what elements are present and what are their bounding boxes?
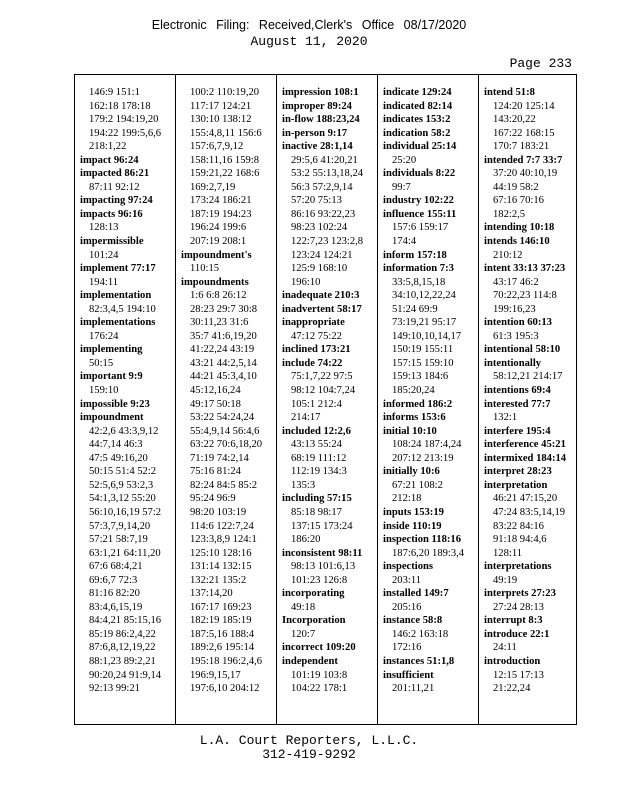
- index-term: inadequate 210:3: [282, 290, 360, 302]
- index-citation: 169:2,7,19: [190, 181, 236, 193]
- index-citation: 98:20 103:19: [190, 506, 247, 518]
- index-citation: 187:5,16 188:4: [190, 628, 255, 640]
- index-citation: 91:18 94:4,6: [493, 534, 547, 546]
- index-citation: 195:18 196:2,4,6: [190, 655, 263, 667]
- index-term: intentional 58:10: [484, 344, 561, 356]
- index-term: impacts 96:16: [80, 208, 143, 220]
- index-citation: 186:20: [291, 534, 321, 546]
- index-term: interference 45:21: [484, 439, 566, 451]
- index-citation: 87:11 92:12: [89, 181, 140, 193]
- index-term: inside 110:19: [383, 520, 442, 532]
- index-citation: 57:3,7,9,14,20: [89, 520, 151, 532]
- index-table: [74, 74, 577, 725]
- index-term: implementing: [80, 344, 143, 356]
- index-term: impoundment: [80, 412, 144, 424]
- index-citation: 24:11: [493, 642, 517, 654]
- index-term: included 12:2,6: [282, 425, 351, 437]
- index-citation: 187:19 194:23: [190, 208, 252, 220]
- index-citation: 50:15 51:4 52:2: [89, 466, 157, 478]
- index-citation: 50:15: [89, 357, 114, 369]
- index-citation: 1:6 6:8 26:12: [190, 290, 247, 302]
- index-term: inspection 118:16: [383, 534, 461, 546]
- index-citation: 212:18: [392, 493, 422, 505]
- index-citation: 27:24 28:13: [493, 601, 544, 613]
- index-citation: 45:12,16,24: [190, 385, 241, 397]
- index-term: intermixed 184:14: [484, 452, 567, 464]
- index-citation: 132:21 135:2: [190, 574, 247, 586]
- index-citation: 84:4,21 85:15,16: [89, 615, 162, 627]
- index-citation: 67:16 70:16: [493, 195, 544, 207]
- index-citation: 117:17 124:21: [190, 100, 252, 112]
- index-citation: 82:3,4,5 194:10: [89, 303, 156, 315]
- index-citation: 158:11,16 159:8: [190, 154, 260, 166]
- index-term: installed 149:7: [383, 588, 449, 600]
- index-term: interprets 27:23: [484, 588, 556, 600]
- index-term: impoundments: [181, 276, 249, 288]
- index-citation: 88:1,23 89:2,21: [89, 655, 156, 667]
- index-term: initial 10:10: [383, 425, 437, 437]
- index-citation: 53:22 54:24,24: [190, 412, 255, 424]
- index-term: indicate 129:24: [383, 87, 452, 98]
- index-term: intend 51:8: [484, 87, 535, 98]
- index-citation: 167:22 168:15: [493, 127, 555, 139]
- index-citation: 131:14 132:15: [190, 561, 252, 573]
- index-term: Incorporation: [282, 615, 346, 627]
- index-citation: 44:19 58:2: [493, 181, 539, 193]
- index-column-2: [181, 86, 275, 696]
- index-term: interested 77:7: [484, 398, 551, 410]
- index-citation: 207:12 213:19: [392, 452, 454, 464]
- index-citation: 43:13 55:24: [291, 439, 342, 451]
- index-citation: 182:19 185:19: [190, 615, 252, 627]
- index-term: including 57:15: [282, 493, 352, 505]
- index-citation: 67:6 68:4,21: [89, 561, 143, 573]
- index-citation: 73:19,21 95:17: [392, 317, 457, 329]
- index-term: intention 60:13: [484, 317, 552, 329]
- index-term: impoundment's: [181, 249, 252, 261]
- index-citation: 135:3: [291, 479, 316, 491]
- index-citation: 46:21 47:15,20: [493, 493, 558, 505]
- index-term: indicated 82:14: [383, 100, 453, 112]
- index-term: intends 146:10: [484, 236, 550, 248]
- index-term: impact 96:24: [80, 154, 139, 166]
- index-term: inadvertent 58:17: [282, 303, 362, 315]
- index-citation: 203:11: [392, 574, 422, 586]
- index-citation: 137:15 173:24: [291, 520, 353, 532]
- index-citation: 83:22 84:16: [493, 520, 544, 532]
- index-term: incorporating: [282, 588, 345, 600]
- index-citation: 47:5 49:16,20: [89, 452, 148, 464]
- index-citation: 196:10: [291, 276, 321, 288]
- index-term: interfere 195:4: [484, 425, 551, 437]
- index-citation: 201:11,21: [392, 683, 435, 695]
- index-term: interpret 28:23: [484, 466, 552, 478]
- index-term: insufficient: [383, 669, 434, 681]
- index-citation: 33:5,8,15,18: [392, 276, 446, 288]
- index-citation: 130:10 138:12: [190, 114, 252, 126]
- index-citation: 90:20,24 91:9,14: [89, 669, 162, 681]
- index-citation: 87:6,8,12,19,22: [89, 642, 156, 654]
- index-term: inspections: [383, 561, 434, 573]
- index-citation: 44:21 45:3,4,10: [190, 371, 257, 383]
- index-term: incorrect 109:20: [282, 642, 356, 654]
- index-citation: 21:22,24: [493, 683, 531, 695]
- index-citation: 49:19: [493, 574, 518, 586]
- index-citation: 28:23 29:7 30:8: [190, 303, 258, 315]
- index-citation: 197:6,10 204:12: [190, 683, 260, 695]
- index-term: indication 58:2: [383, 127, 451, 139]
- index-citation: 49:17 50:18: [190, 398, 241, 410]
- index-term: individual 25:14: [383, 141, 457, 153]
- index-citation: 199:16,23: [493, 303, 536, 315]
- index-term: initially 10:6: [383, 466, 440, 478]
- index-citation: 95:24 96:9: [190, 493, 236, 505]
- index-term: impression 108:1: [282, 87, 359, 98]
- index-citation: 63:22 70:6,18,20: [190, 439, 263, 451]
- index-citation: 86:16 93:22,23: [291, 208, 356, 220]
- index-term: intent 33:13 37:23: [484, 263, 566, 275]
- index-citation: 49:18: [291, 601, 316, 613]
- index-citation: 51:24 69:9: [392, 303, 438, 315]
- index-term: impossible 9:23: [80, 398, 150, 410]
- reporter-phone: 312-419-9292: [262, 747, 356, 762]
- index-term: improper 89:24: [282, 100, 352, 112]
- index-citation: 57:20 75:13: [291, 195, 342, 207]
- index-term: introduction: [484, 655, 541, 667]
- index-citation: 85:18 98:17: [291, 506, 342, 518]
- index-citation: 122:7,23 123:2,8: [291, 236, 364, 248]
- index-citation: 55:4,9,14 56:4,6: [190, 425, 260, 437]
- index-citation: 57:21 58:7,19: [89, 534, 148, 546]
- index-citation: 47:12 75:22: [291, 330, 342, 342]
- index-term: impacted 86:21: [80, 168, 150, 180]
- index-citation: 182:2,5: [493, 208, 526, 220]
- index-citation: 100:2 110:19,20: [190, 87, 260, 98]
- index-citation: 132:1: [493, 412, 518, 424]
- index-term: influence 155:11: [383, 208, 457, 220]
- index-citation: 108:24 187:4,24: [392, 439, 462, 451]
- index-citation: 70:22,23 114:8: [493, 290, 557, 302]
- index-term: instances 51:1,8: [383, 655, 455, 667]
- index-citation: 30:11,23 31:6: [190, 317, 249, 329]
- index-citation: 174:4: [392, 236, 417, 248]
- index-citation: 120:7: [291, 628, 316, 640]
- index-term: interpretation: [484, 479, 548, 491]
- index-citation: 157:6 159:17: [392, 222, 449, 234]
- index-term: inform 157:18: [383, 249, 447, 261]
- column-divider: [478, 75, 479, 724]
- index-citation: 71:19 74:2,14: [190, 452, 249, 464]
- transcript-date: August 11, 2020: [250, 34, 368, 49]
- index-citation: 58:12,21 214:17: [493, 371, 563, 383]
- index-citation: 61:3 195:3: [493, 330, 539, 342]
- index-citation: 124:20 125:14: [493, 100, 555, 112]
- index-citation: 123:3,8,9 124:1: [190, 534, 257, 546]
- index-citation: 167:17 169:23: [190, 601, 252, 613]
- index-citation: 194:11: [89, 276, 119, 288]
- index-citation: 82:24 84:5 85:2: [190, 479, 258, 491]
- index-citation: 69:6,7 72:3: [89, 574, 138, 586]
- index-citation: 159:21,22 168:6: [190, 168, 260, 180]
- index-term: inputs 153:19: [383, 506, 444, 518]
- index-term: impacting 97:24: [80, 195, 153, 207]
- index-citation: 170:7 183:21: [493, 141, 550, 153]
- index-term: individuals 8:22: [383, 168, 456, 180]
- index-citation: 173:24 186:21: [190, 195, 252, 207]
- index-citation: 218:1,22: [89, 141, 127, 153]
- index-citation: 99:7: [392, 181, 411, 193]
- index-term: impermissible: [80, 236, 144, 248]
- index-citation: 123:24 124:21: [291, 249, 353, 261]
- index-term: intended 7:7 33:7: [484, 154, 563, 166]
- index-citation: 101:23 126:8: [291, 574, 348, 586]
- index-citation: 125:9 168:10: [291, 263, 348, 275]
- index-citation: 194:22 199:5,6,6: [89, 127, 162, 139]
- index-term: intentions 69:4: [484, 385, 551, 397]
- index-citation: 98:23 102:24: [291, 222, 348, 234]
- index-citation: 128:11: [493, 547, 523, 559]
- index-term: introduce 22:1: [484, 628, 550, 640]
- index-term: industry 102:22: [383, 195, 454, 207]
- index-citation: 43:21 44:2,5,14: [190, 357, 257, 369]
- page-number: Page 233: [509, 56, 572, 71]
- index-citation: 146:2 163:18: [392, 628, 449, 640]
- index-term: interrupt 8:3: [484, 615, 543, 627]
- index-citation: 56:10,16,19 57:2: [89, 506, 162, 518]
- index-citation: 112:19 134:3: [291, 466, 347, 478]
- index-citation: 159:10: [89, 385, 119, 397]
- reporter-company: L.A. Court Reporters, L.L.C.: [199, 733, 419, 748]
- filing-stamp: Electronic Filing: Received,Clerk's Office 08/17/2020: [151, 18, 467, 32]
- index-citation: 172:16: [392, 642, 422, 654]
- index-citation: 98:12 104:7,24: [291, 385, 356, 397]
- index-citation: 176:24: [89, 330, 119, 342]
- index-citation: 114:6 122:7,24: [190, 520, 254, 532]
- index-term: information 7:3: [383, 263, 454, 275]
- index-citation: 54:1,3,12 55:20: [89, 493, 156, 505]
- index-citation: 68:19 111:12: [291, 452, 347, 464]
- index-citation: 98:13 101:6,13: [291, 561, 356, 573]
- index-citation: 41:22,24 43:19: [190, 344, 255, 356]
- index-citation: 146:9 151:1: [89, 87, 140, 98]
- index-citation: 52:5,6,9 53:2,3: [89, 479, 154, 491]
- index-term: include 74:22: [282, 357, 343, 369]
- index-citation: 75:16 81:24: [190, 466, 241, 478]
- index-term: implementations: [80, 317, 156, 329]
- column-divider: [276, 75, 277, 724]
- index-citation: 196:9,15,17: [190, 669, 241, 681]
- index-citation: 137:14,20: [190, 588, 233, 600]
- index-term: instance 58:8: [383, 615, 443, 627]
- index-term: independent: [282, 655, 338, 667]
- index-citation: 83:4,6,15,19: [89, 601, 143, 613]
- index-citation: 159:13 184:6: [392, 371, 449, 383]
- index-term: important 9:9: [80, 371, 143, 383]
- index-term: intentionally: [484, 357, 542, 369]
- index-citation: 128:13: [89, 222, 119, 234]
- index-citation: 205:16: [392, 601, 422, 613]
- index-column-4: [383, 86, 477, 696]
- index-citation: 162:18 178:18: [89, 100, 151, 112]
- index-citation: 75:1,7,22 97:5: [291, 371, 353, 383]
- index-term: intending 10:18: [484, 222, 555, 234]
- index-citation: 34:10,12,22,24: [392, 290, 456, 302]
- index-citation: 101:24: [89, 249, 119, 261]
- index-citation: 207:19 208:1: [190, 236, 247, 248]
- index-citation: 35:7 41:6,19,20: [190, 330, 257, 342]
- index-term: indicates 153:2: [383, 114, 451, 126]
- index-term: inappropriate: [282, 317, 345, 329]
- index-citation: 44:7,14 46:3: [89, 439, 143, 451]
- index-citation: 29:5,6 41:20,21: [291, 154, 358, 166]
- index-column-3: [282, 86, 376, 696]
- index-citation: 56:3 57:2,9,14: [291, 181, 353, 193]
- index-citation: 150:19 155:11: [392, 344, 454, 356]
- index-term: inactive 28:1,14: [282, 141, 353, 153]
- index-citation: 157:6,7,9,12: [190, 141, 244, 153]
- index-citation: 12:15 17:13: [493, 669, 544, 681]
- index-term: implementation: [80, 290, 152, 302]
- index-citation: 101:19 103:8: [291, 669, 348, 681]
- index-citation: 85:19 86:2,4,22: [89, 628, 156, 640]
- index-citation: 81:16 82:20: [89, 588, 140, 600]
- index-citation: 67:21 108:2: [392, 479, 443, 491]
- index-term: inclined 173:21: [282, 344, 351, 356]
- index-citation: 37:20 40:10,19: [493, 168, 558, 180]
- index-citation: 25:20: [392, 154, 417, 166]
- index-citation: 42:2,6 43:3,9,12: [89, 425, 159, 437]
- index-citation: 196:24 199:6: [190, 222, 247, 234]
- index-citation: 155:4,8,11 156:6: [190, 127, 262, 139]
- index-term: informs 153:6: [383, 412, 446, 424]
- index-citation: 104:22 178:1: [291, 683, 348, 695]
- index-citation: 43:17 46:2: [493, 276, 539, 288]
- index-column-1: [80, 86, 174, 696]
- index-citation: 47:24 83:5,14,19: [493, 506, 566, 518]
- index-citation: 105:1 212:4: [291, 398, 342, 410]
- index-term: implement 77:17: [80, 263, 156, 275]
- index-term: in-flow 188:23,24: [282, 114, 360, 126]
- index-citation: 189:2,6 195:14: [190, 642, 255, 654]
- index-citation: 92:13 99:21: [89, 683, 140, 695]
- index-citation: 187:6,20 189:3,4: [392, 547, 465, 559]
- index-citation: 63:1,21 64:11,20: [89, 547, 161, 559]
- index-citation: 210:12: [493, 249, 523, 261]
- index-citation: 214:17: [291, 412, 321, 424]
- index-citation: 53:2 55:13,18,24: [291, 168, 364, 180]
- index-term: interpretations: [484, 561, 552, 573]
- index-citation: 125:10 128:16: [190, 547, 252, 559]
- index-term: in-person 9:17: [282, 127, 348, 139]
- index-column-5: [484, 86, 578, 696]
- column-divider: [175, 75, 176, 724]
- index-citation: 179:2 194:19,20: [89, 114, 159, 126]
- index-term: informed 186:2: [383, 398, 453, 410]
- column-divider: [377, 75, 378, 724]
- index-citation: 157:15 159:10: [392, 357, 454, 369]
- index-citation: 110:15: [190, 263, 220, 275]
- index-citation: 185:20,24: [392, 385, 435, 397]
- index-citation: 149:10,10,14,17: [392, 330, 462, 342]
- index-term: inconsistent 98:11: [282, 547, 363, 559]
- index-citation: 143:20,22: [493, 114, 536, 126]
